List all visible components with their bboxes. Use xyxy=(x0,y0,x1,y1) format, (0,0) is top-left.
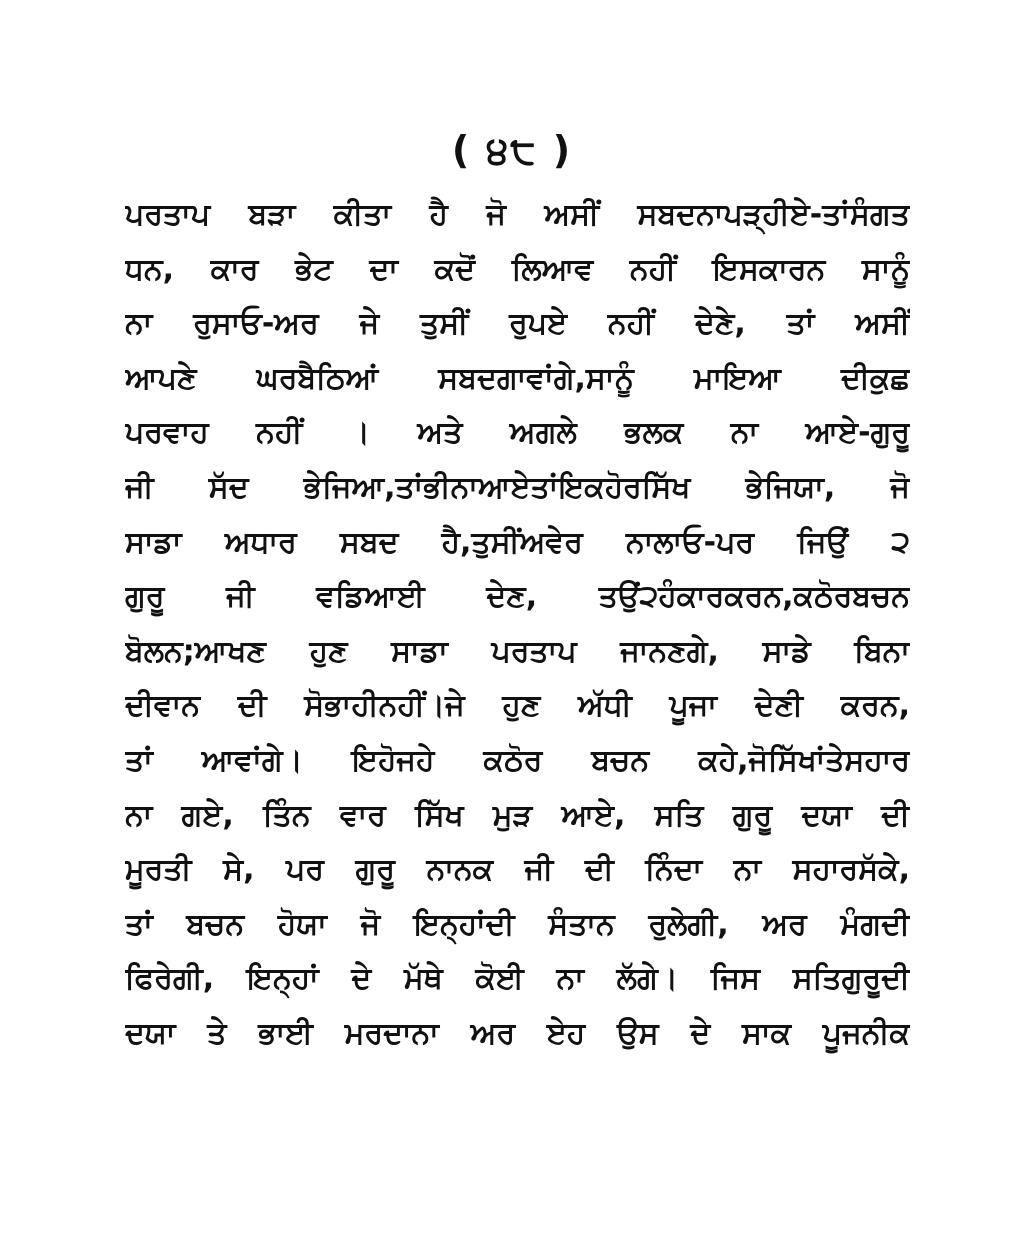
text-line: ਪਰਵਾਹ ਨਹੀਂ । ਅਤੇ ਅਗਲੇ ਭਲਕ ਨਾ ਆਏ-ਗੁਰੂ xyxy=(125,415,910,451)
text-line: ਪਰਤਾਪ ਬੜਾ ਕੀਤਾ ਹੈ ਜੋ ਅਸੀਂ ਸਬਦਨਾਪੜ੍ਹੀਏ-ਤਾਂਸੰਗਤ xyxy=(125,197,910,232)
text-line: ਨਾ ਰੁਸਾਓ-ਅਰ ਜੇ ਤੁਸੀਂ ਰੁਪਏ ਨਹੀਂ ਦੇਣੇ, ਤਾਂ ਅਸੀਂ xyxy=(125,306,910,342)
body-text xyxy=(125,188,910,1062)
text-line: ਤਾਂ ਆਵਾਂਗੇ। ਇਹੋਜਹੇ ਕਠੋਰ ਬਚਨ ਕਹੇ,ਜੋਸਿੱਖਾਂਤੇਸਹਾਰ xyxy=(125,742,910,778)
text-line: ਆਪਣੇ ਘਰਬੈਠਿਆਂ ਸਬਦਗਾਵਾਂਗੇ,ਸਾਨੂੰ ਮਾਇਆ ਦੀਕੁਛ xyxy=(125,360,910,396)
text-line: ਨਾ ਗਏ, ਤਿੰਨ ਵਾਰ ਸਿੱਖ ਮੁੜ ਆਏ, ਸਤਿ ਗੁਰੂ ਦਯਾ ਦੀ xyxy=(125,797,910,833)
text-line: ਧਨ, ਕਾਰ ਭੇਟ ਦਾ ਕਦੋਂ ਲਿਆਵ ਨਹੀਂ ਇਸਕਾਰਨ ਸਾਨੂੰ xyxy=(125,251,910,287)
text-line: ਬੋਲਨ;ਆਖਣ ਹੁਣ ਸਾਡਾ ਪਰਤਾਪ ਜਾਨਣਗੇ, ਸਾਡੇ ਬਿਨਾ xyxy=(125,633,910,669)
text-line: ਗੁਰੂ ਜੀ ਵਡਿਆਈ ਦੇਣ, ਤਉਂ੨ਹੰਕਾਰਕਰਨ,ਕਠੋਰਬਚਨ xyxy=(125,579,910,615)
text-line: ਫਿਰੇਗੀ, ਇਨ੍ਹਾਂ ਦੇ ਮੱਥੇ ਕੋਈ ਨਾ ਲੱਗੇ। ਜਿਸ ਸਤਿਗੁਰੂਦੀ xyxy=(125,961,910,997)
text-line: ਜੀ ਸੱਦ ਭੇਜਿਆ,ਤਾਂਭੀਨਾਆਏਤਾਂਇਕਹੋਰਸਿੱਖ ਭੇਜਿਯਾ, ਜੋ xyxy=(125,469,910,505)
text-line: ਤਾਂ ਬਚਨ ਹੋਯਾ ਜੋ ਇਨ੍ਹਾਂਦੀ ਸੰਤਾਨ ਰੁਲੇਗੀ, ਅਰ ਮੰਗਦੀ xyxy=(125,906,910,942)
text-line: ਸਾਡਾ ਅਧਾਰ ਸਬਦ ਹੈ,ਤੁਸੀਂਅਵੇਰ ਨਾਲਾਓ-ਪਰ ਜਿਉਂ ੨ xyxy=(125,524,910,560)
text-line: ਮੂਰਤੀ ਸੇ, ਪਰ ਗੁਰੂ ਨਾਨਕ ਜੀ ਦੀ ਨਿੰਦਾ ਨਾ ਸਹਾਰਸੱਕੇ, xyxy=(125,852,910,888)
page-number: ( ੪੮ ) xyxy=(451,128,573,172)
text-line: ਦੀਵਾਨ ਦੀ ਸੋਭਾਹੀਨਹੀਂ।ਜੇ ਹੁਣ ਅੱਧੀ ਪੂਜਾ ਦੇਣੀ ਕਰਨ, xyxy=(125,688,910,724)
text-line: ਦਯਾ ਤੇ ਭਾਈ ਮਰਦਾਨਾ ਅਰ ਏਹ ਉਸ ਦੇ ਸਾਕ ਪੂਜਨੀਕ xyxy=(125,1015,910,1051)
